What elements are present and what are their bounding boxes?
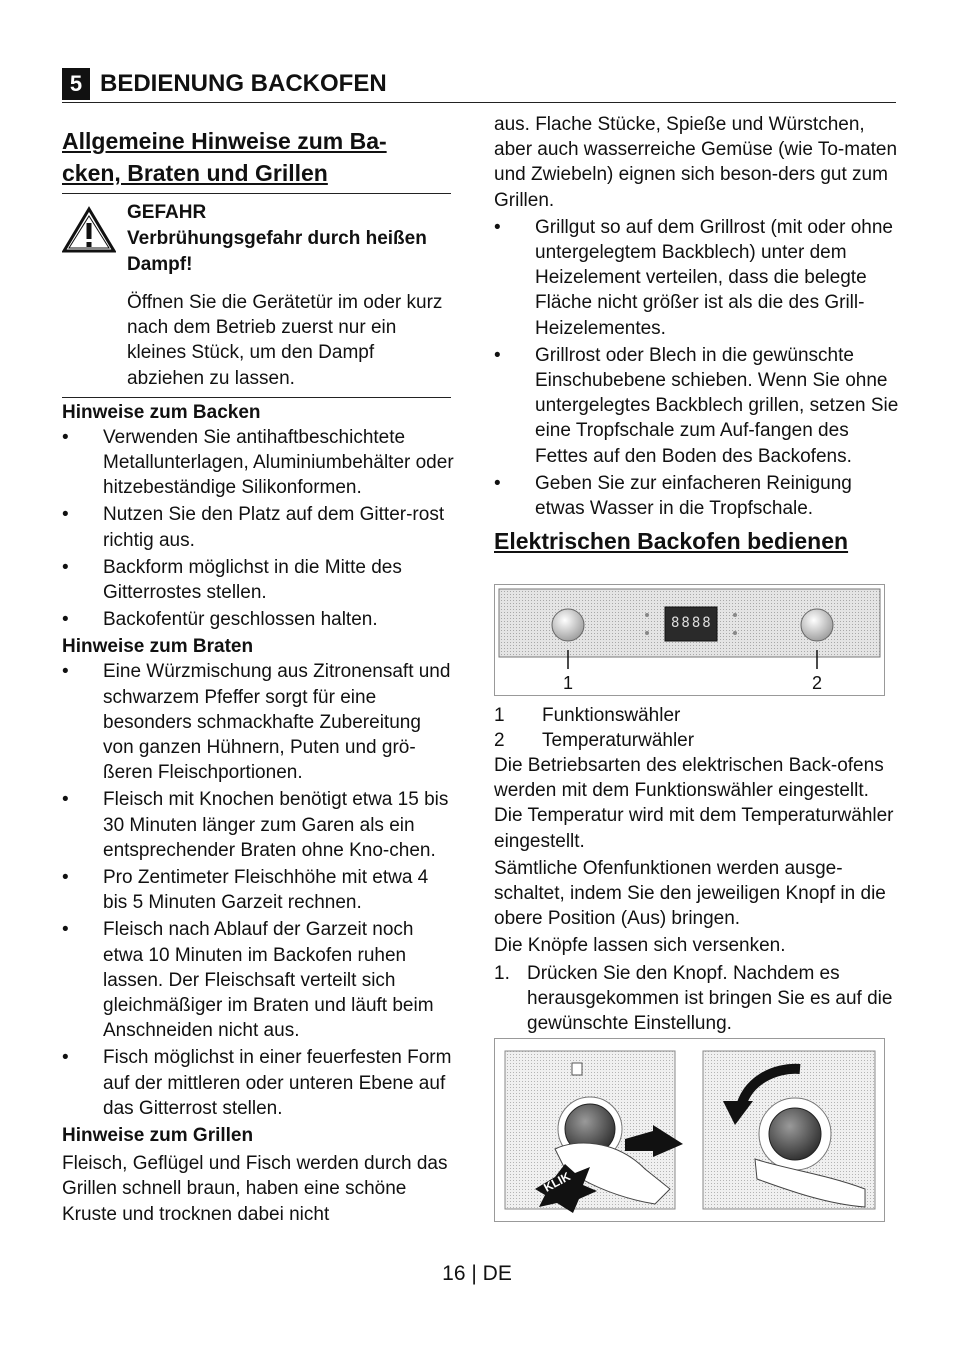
operate-oven-heading: Elektrischen Backofen bedienen bbox=[494, 528, 849, 555]
warning-box bbox=[62, 200, 456, 391]
paragraph-off: Sämtliche Ofenfunktionen werden ausge-schaltet, indem Sie den jeweiligen Knopf in die obere Position (Aus) bringen. bbox=[494, 857, 886, 930]
braten-heading: Hinweise zum Braten bbox=[62, 636, 254, 658]
list-item: • Backofentür geschlossen halten. bbox=[62, 607, 456, 632]
backen-list bbox=[62, 425, 456, 633]
warning-label: GEFAHR bbox=[127, 202, 207, 223]
list-item: • Nutzen Sie den Platz auf dem Gitter-rost richtig aus. bbox=[62, 502, 456, 552]
list-item: • Fisch möglichst in einer feuerfesten Form auf der mittleren oder unteren Ebene auf das Gitterrost stellen. bbox=[62, 1045, 456, 1121]
list-item: • Fleisch nach Ablauf der Garzeit noch etwa 10 Minuten im Backofen ruhen lassen. Der Fleischsaft verteilt sich gleichmäßiger im Braten und läuft beim Anschneiden nicht aus. bbox=[62, 917, 456, 1043]
warning-title: Verbrühungsgefahr durch heißen Dampf! bbox=[127, 228, 427, 275]
section-heading-line1: Allgemeine Hinweise zum Ba- bbox=[62, 128, 387, 154]
step-number: 1. bbox=[494, 962, 510, 984]
list-item: • Fleisch mit Knochen benötigt etwa 15 bis 30 Minuten länger zum Garen als ein entsprechender Braten ohne Kno-chen. bbox=[62, 787, 456, 863]
legend-label: Temperaturwähler bbox=[542, 730, 695, 751]
left-column bbox=[62, 125, 456, 1227]
warning-text: Öffnen Sie die Gerätetür im oder kurz nach dem Betrieb zuerst nur ein kleines Stück, um den Dampf abziehen zu lassen. bbox=[127, 292, 443, 389]
legend-label: Funktionswähler bbox=[542, 705, 681, 726]
legend-number: 1 bbox=[494, 705, 505, 726]
braten-list bbox=[62, 659, 456, 1121]
right-column-lower bbox=[494, 703, 899, 1036]
callout-2: 2 bbox=[812, 673, 823, 693]
list-item: • Eine Würzmischung aus Zitronensaft und schwarzem Pfeffer sorgt für eine besonders schmackhafte Zubereitung von ganzen Hühnern, Puten und grö-ßeren Fleischportionen. bbox=[62, 659, 456, 785]
list-item: • Backform möglichst in die Mitte des Gitterrostes stellen. bbox=[62, 555, 456, 605]
paragraph-modes: Die Betriebsarten des elektrischen Back-ofens werden mit dem Funktionswähler eingestellt. Die Temperatur wird mit dem Temperaturwähler eingestellt. bbox=[494, 755, 894, 852]
section-heading-line2: cken, Braten und Grillen bbox=[62, 160, 328, 186]
knob-push-figure bbox=[494, 1038, 885, 1222]
display-digits: 8888 bbox=[671, 615, 713, 631]
chapter-title: BEDIENUNG BACKOFEN bbox=[100, 70, 387, 97]
chapter-header bbox=[62, 68, 896, 103]
step-text: Drücken Sie den Knopf. Nachdem es herausgekommen ist bringen Sie es auf die gewünschte Einstellung. bbox=[527, 962, 893, 1035]
grillen-heading: Hinweise zum Grillen bbox=[62, 1125, 254, 1147]
warning-bottom-rule bbox=[62, 397, 451, 398]
grillen-text: Fleisch, Geflügel und Fisch werden durch das Grillen schnell braun, haben eine schöne Kruste und trocknen dabei nicht bbox=[62, 1153, 448, 1225]
list-item: • Pro Zentimeter Fleischhöhe mit etwa 4 bis 5 Minuten Garzeit rechnen. bbox=[62, 865, 456, 915]
control-panel-illustration bbox=[495, 585, 884, 695]
legend-item-2 bbox=[494, 728, 899, 753]
callout-1: 1 bbox=[563, 673, 574, 693]
warning-top-rule bbox=[62, 193, 451, 194]
paragraph-recess: Die Knöpfe lassen sich versenken. bbox=[494, 935, 786, 957]
warning-triangle-icon bbox=[62, 206, 116, 254]
right-column bbox=[494, 112, 899, 557]
grill-continued-text: aus. Flache Stücke, Spieße und Würstchen, aber auch wasserreiche Gemüse (wie To-maten und Zwiebeln) eignen sich beson-ders gut zum Grillen. bbox=[494, 114, 898, 211]
section-heading bbox=[62, 125, 456, 189]
control-panel-figure bbox=[494, 584, 885, 696]
step-1 bbox=[494, 961, 899, 1037]
page-footer: 16 | DE bbox=[442, 1262, 512, 1285]
legend-number: 2 bbox=[494, 730, 505, 751]
list-item: • Grillgut so auf dem Grillrost (mit oder ohne untergelegtem Backblech) unter dem Heizelement verteilen, dass die belegte Fläche nicht größer ist als die des Grill-Heizelementes. bbox=[494, 215, 899, 341]
grill-list bbox=[494, 215, 899, 521]
list-item: • Geben Sie zur einfacheren Reinigung etwas Wasser in die Tropfschale. bbox=[494, 471, 899, 521]
chapter-number: 5 bbox=[62, 68, 90, 100]
list-item: • Grillrost oder Blech in die gewünschte Einschubebene schieben. Wenn Sie ohne untergelegtes Backblech grillen, setzen Sie eine Tropfschale zum Auf-fangen des Fettes auf den Boden des Backofens. bbox=[494, 343, 899, 469]
backen-heading: Hinweise zum Backen bbox=[62, 401, 261, 423]
klik-label: KLIK bbox=[541, 1169, 573, 1195]
knob-push-illustration bbox=[495, 1039, 884, 1221]
legend-item-1 bbox=[494, 703, 899, 728]
list-item: • Verwenden Sie antihaftbeschichtete Metallunterlagen, Aluminiumbehälter oder hitzebeständige Silikonformen. bbox=[62, 425, 456, 501]
